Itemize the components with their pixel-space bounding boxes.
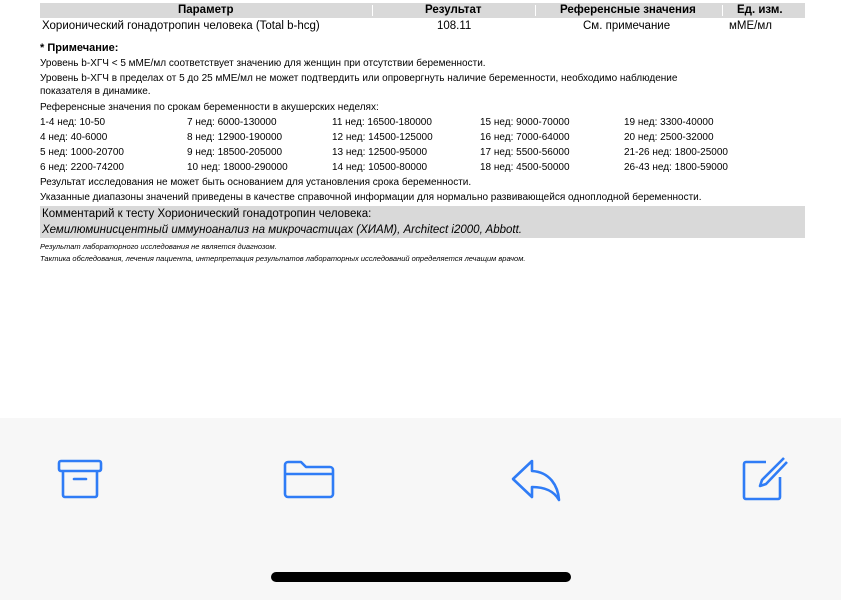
header-reference: Референсные значения	[560, 4, 696, 16]
comment-title: Комментарий к тесту Хорионический гонадотропин человека:	[42, 208, 372, 220]
compose-icon	[740, 455, 788, 503]
table-row	[40, 18, 805, 34]
week-cell: 12 нед: 14500-125000	[332, 132, 433, 143]
compose-button[interactable]	[740, 455, 788, 503]
week-cell: 7 нед: 6000-130000	[187, 117, 277, 128]
home-indicator	[271, 572, 571, 582]
move-to-folder-button[interactable]	[282, 455, 336, 503]
header-result: Результат	[425, 4, 482, 16]
comment-method: Хемилюминисцентный иммуноанализ на микрочастицах (ХИАМ), Architect i2000, Abbott.	[42, 224, 522, 236]
week-cell: 8 нед: 12900-190000	[187, 132, 283, 143]
row-units: мМЕ/мл	[729, 20, 772, 32]
week-cell: 15 нед: 9000-70000	[480, 117, 570, 128]
week-cell: 26-43 нед: 1800-59000	[624, 162, 728, 173]
reply-button[interactable]	[510, 455, 562, 503]
row-reference: См. примечание	[583, 20, 671, 32]
week-cell: 11 нед: 16500-180000	[332, 117, 432, 128]
note-line-4: Референсные значения по срокам беременности в акушерских неделях:	[40, 102, 379, 113]
week-cell: 16 нед: 7000-64000	[480, 132, 570, 143]
week-cell: 9 нед: 18500-205000	[187, 147, 283, 158]
week-cell: 4 нед: 40-6000	[40, 132, 108, 143]
note-line-5: Результат исследования не может быть основанием для установления срока беременности.	[40, 177, 472, 188]
row-parameter: Хорионический гонадотропин человека (Total b-hcg)	[42, 20, 320, 32]
week-cell: 20 нед: 2500-32000	[624, 132, 714, 143]
note-title: * Примечание:	[40, 42, 119, 54]
test-comment	[40, 206, 805, 238]
row-result: 108.11	[437, 20, 472, 32]
note-line-1: Уровень b-ХГЧ < 5 мМЕ/мл соответствует значению для женщин при отсутствии беременности.	[40, 58, 486, 69]
archive-icon	[56, 455, 104, 503]
week-cell: 18 нед: 4500-50000	[480, 162, 570, 173]
week-cell: 17 нед: 5500-56000	[480, 147, 570, 158]
header-units: Ед. изм.	[737, 4, 783, 16]
week-cell: 13 нед: 12500-95000	[332, 147, 428, 158]
header-parameter: Параметр	[178, 4, 234, 16]
week-cell: 10 нед: 18000-290000	[187, 162, 288, 173]
archive-button[interactable]	[56, 455, 104, 503]
week-cell: 1-4 нед: 10-50	[40, 117, 106, 128]
disclaimer-line-1: Результат лабораторного исследования не является диагнозом.	[40, 242, 277, 251]
week-cell: 5 нед: 1000-20700	[40, 147, 124, 158]
week-cell: 6 нед: 2200-74200	[40, 162, 124, 173]
note-line-6: Указанные диапазоны значений приведены в качестве справочной информации для нормально развивающейся одноплодной беременности.	[40, 192, 702, 203]
table-header	[40, 3, 805, 18]
week-cell: 19 нед: 3300-40000	[624, 117, 714, 128]
folder-icon	[282, 455, 336, 503]
note-line-3: показателя в динамике.	[40, 86, 151, 97]
reply-icon	[510, 455, 562, 503]
week-cell: 21-26 нед: 1800-25000	[624, 147, 728, 158]
disclaimer-line-2: Тактика обследования, лечения пациента, интерпретация результатов лабораторных исследований определяется лечащим врачом.	[40, 254, 526, 263]
week-cell: 14 нед: 10500-80000	[332, 162, 428, 173]
note-line-2: Уровень b-ХГЧ в пределах от 5 до 25 мМЕ/мл не может подтвердить или опровергнуть наличие беременности, необходимо наблюдение	[40, 73, 678, 84]
